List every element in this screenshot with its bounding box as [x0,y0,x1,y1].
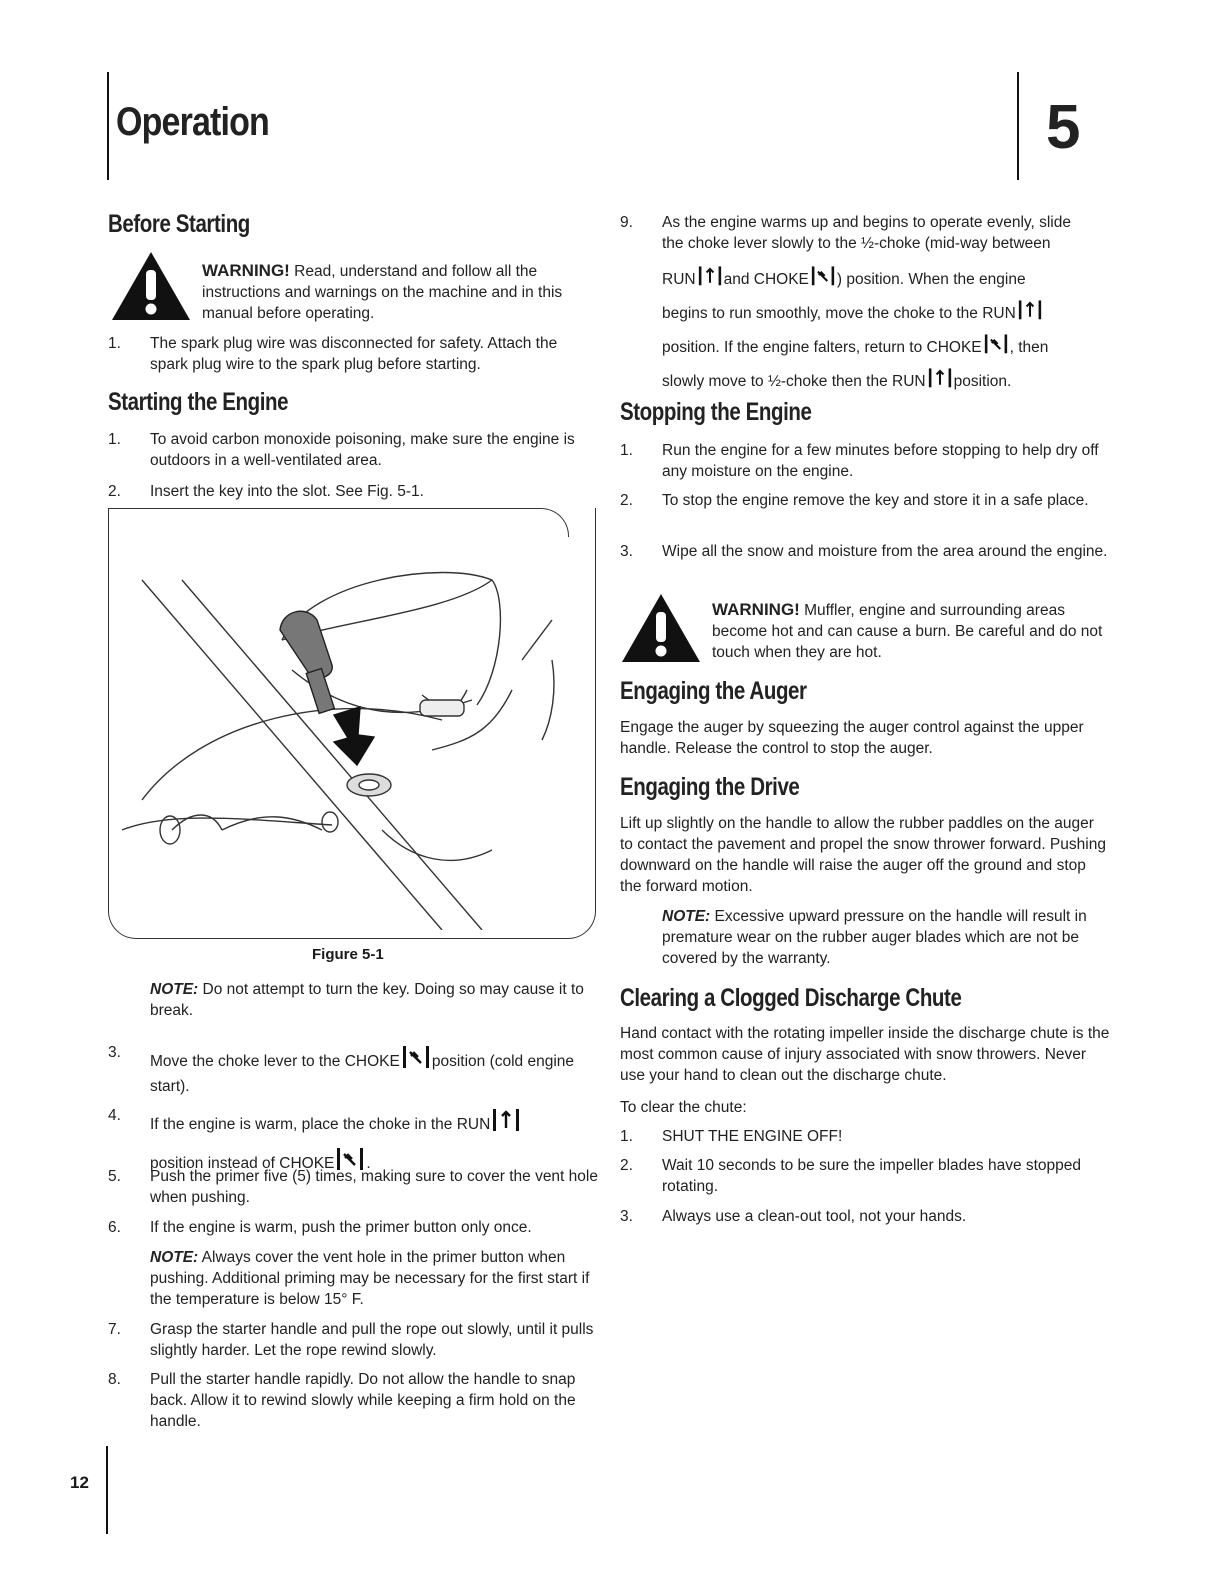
list-number: 1. [108,431,121,448]
list-text: SHUT THE ENGINE OFF! [662,1128,843,1145]
list-text: Pull the starter handle rapidly. Do not allow the handle to snap back. Allow it to rewind slowly while keeping a firm hold on the handle. [150,1371,576,1430]
list-text-part: begins to run smoothly, move the choke to the RUN [662,305,1016,322]
paragraph-engaging-auger: Engage the auger by squeezing the auger control against the upper handle. Release the control to stop the auger. [620,719,1084,757]
run-symbol-icon [698,262,722,294]
run-symbol-icon [928,364,952,396]
run-symbol-icon [492,1105,520,1144]
list-text: To avoid carbon monoxide poisoning, make sure the engine is outdoors in a well-ventilated area. [150,431,575,469]
run-symbol-icon [1018,296,1042,328]
page-number: 12 [70,1473,89,1492]
heading-clogged-chute: Clearing a Clogged Discharge Chute [620,984,962,1012]
paragraph-engaging-drive: Lift up slightly on the handle to allow the rubber paddles on the auger to contact the pavement and propel the snow thrower forward. Pushing downward on the handle will raise the auger off the ground and stop the forward motion. [620,815,1106,895]
note-warranty [662,906,1102,969]
list-item [620,1126,1110,1148]
list-item [108,333,598,377]
list-text: The spark plug wire was disconnected for safety. Attach the spark plug wire to the spark plug before starting. [150,335,558,373]
chapter-title: Operation [116,100,269,144]
list-text-part: and CHOKE [723,271,809,288]
list-number: 2. [620,1157,633,1174]
list-number: 2. [620,492,633,509]
list-text: If the engine is warm, push the primer button only once. [150,1219,532,1236]
heading-stopping-engine: Stopping the Engine [620,398,812,426]
list-item [108,1166,598,1210]
warning-before-starting [202,260,592,324]
warning-triangle-icon [110,250,192,327]
note-label: NOTE: [662,908,711,925]
list-text-part: Move the choke lever to the CHOKE [150,1053,400,1070]
warning-text: Muffler, engine and surrounding areas become hot and can cause a burn. Be careful and do not touch when they are hot. [712,602,1103,661]
list-number: 1. [620,442,633,459]
note-label: NOTE: [150,1249,199,1266]
figure-caption: Figure 5-1 [312,946,384,963]
note-text: Do not attempt to turn the key. Doing so may cause it to break. [150,981,584,1019]
note-primer [150,1247,590,1310]
warning-text: Read, understand and follow all the instructions and warnings on the machine and in this manual before operating. [202,263,563,322]
list-number: 3. [620,543,633,560]
list-text [150,1042,598,1097]
heading-starting-engine: Starting the Engine [108,388,289,416]
choke-symbol-icon [984,330,1008,362]
list-text: Run the engine for a few minutes before stopping to help dry off any moisture on the engine. [662,442,1099,480]
list-text-part: If the engine is warm, place the choke in the RUN [150,1116,491,1133]
list-text-part: position instead of CHOKE [150,1155,335,1172]
figure-frame-top [108,508,569,537]
list-number: 2. [108,483,121,500]
list-item [108,481,598,503]
note-do-not-turn-key [150,979,595,1021]
footer-rule [106,1446,108,1534]
list-item [620,541,1110,585]
chapter-number: 5 [1046,93,1081,162]
list-number: 8. [108,1371,121,1388]
list-text-part: slowly move to ½-choke then the RUN [662,373,926,390]
list-item [108,1095,598,1172]
list-item [108,429,598,473]
list-text-part: RUN [662,271,696,288]
warning-stopping-engine [712,599,1112,663]
choke-symbol-icon [402,1042,430,1076]
list-item [620,1206,1110,1228]
list-text-line: As the engine warms up and begins to operate evenly, slide [662,214,1071,231]
header-left-rule [107,72,109,180]
list-item [620,490,1110,534]
list-text-line [662,364,1120,390]
header-right-rule [1017,72,1019,180]
list-number: 3. [620,1208,633,1225]
list-item [108,1217,598,1239]
warning-triangle-icon [620,592,702,669]
list-text-part: position. If the engine falters, return to CHOKE [662,339,982,356]
note-label: NOTE: [150,981,199,998]
list-number: 7. [108,1321,121,1338]
note-text: Always cover the vent hole in the primer button when pushing. Additional priming may be necessary for the first start if the temperature is below 15° F. [150,1249,590,1308]
list-number: 4. [108,1107,121,1124]
list-item [620,1155,1110,1199]
list-text-part: ) position. When the engine [836,271,1026,288]
heading-before-starting: Before Starting [108,210,250,238]
warning-label: WARNING! [202,261,290,280]
list-text [662,212,1120,390]
list-text: Wipe all the snow and moisture from the area around the engine. [662,543,1108,560]
list-number: 5. [108,1168,121,1185]
note-text: Excessive upward pressure on the handle will result in premature wear on the rubber auger blades which are not be covered by the warranty. [662,908,1087,967]
choke-symbol-icon [811,262,835,294]
list-text-part: . [366,1155,371,1172]
list-text-line: the choke lever slowly to the ½-choke (mid-way between [662,235,1051,252]
list-text-line [662,330,1120,356]
list-number: 3. [108,1044,121,1061]
list-text: Push the primer five (5) times, making sure to cover the vent hole when pushing. [150,1168,598,1206]
list-text: Insert the key into the slot. See Fig. 5-1. [150,483,424,500]
list-text-part: position (cold engine start). [150,1053,575,1095]
heading-engaging-drive: Engaging the Drive [620,773,800,801]
list-text: To stop the engine remove the key and store it in a safe place. [662,492,1089,509]
figure-key-illustration [112,540,590,935]
paragraph-clear-intro: To clear the chute: [620,1099,747,1116]
warning-label: WARNING! [712,600,800,619]
heading-engaging-auger: Engaging the Auger [620,677,807,705]
list-number: 6. [108,1219,121,1236]
list-number: 1. [108,335,121,352]
list-item [108,1369,598,1435]
list-text: Grasp the starter handle and pull the rope out slowly, until it pulls slightly harder. Let the rope rewind slowly. [150,1321,594,1359]
list-item [620,440,1110,484]
list-number: 9. [620,214,633,231]
list-text-part: , then [1009,339,1049,356]
list-text: Always use a clean-out tool, not your hands. [662,1208,967,1225]
list-item-9 [620,212,1120,392]
list-item [108,1319,598,1363]
list-text-part: position. [953,373,1012,390]
paragraph-clogged-chute: Hand contact with the rotating impeller inside the discharge chute is the most common cause of injury associated with snow throwers. Never use your hand to clean out the discharge chute. [620,1025,1110,1084]
list-item [108,1032,598,1095]
list-number: 1. [620,1128,633,1145]
list-text-line [662,296,1120,322]
list-text-line [662,262,1120,288]
list-text: Wait 10 seconds to be sure the impeller blades have stopped rotating. [662,1157,1082,1195]
